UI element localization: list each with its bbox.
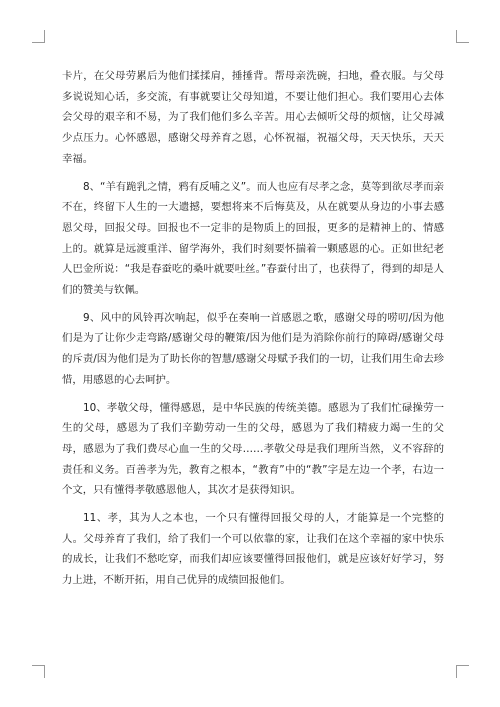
document-body	[62, 66, 444, 598]
paragraph-9: 9、风中的风铃再次响起，似乎在奏响一首感恩之歌，感谢父母的唠叨/因为他们是为了让你少走弯路/感谢父母的鞭策/因为他们是为消除你前行的障碍/感谢父母的斥责/因为他们是为了助长你的智慧/感谢父母赋予我们的一切，让我们用生命去珍惜，用感恩的心去呵护。	[62, 311, 444, 386]
crop-mark-top-left	[32, 30, 45, 43]
crop-mark-bottom-left	[32, 665, 45, 678]
crop-mark-top-right	[456, 30, 469, 43]
crop-mark-bottom-right	[456, 665, 469, 678]
paragraph-8: 8、“羊有跪乳之情，鸦有反哺之义”。而人也应有尽孝之念，莫等到欲尽孝而亲不在，终留下人生的一大遗撼，要想将来不后悔莫及，从在就要从身边的小事去感恩父母，回报父母。回报也不一定非的是物质上的回报，更多的是精神上的、情感上的。就算是远渡重洋、留学海外，我们时刻要怀揣着一颗感恩的心。正如世纪老人巴金所说：“我是春蚕吃的桑叶就要吐丝。”春蚕付出了，也获得了，得到的却是人们的赞美与钦佩。	[62, 180, 444, 297]
paragraph-10: 10、孝敬父母，懂得感恩，是中华民族的传统美德。感恩为了我们忙碌操劳一生的父母，感恩为了我们辛勤劳动一生的父母，感恩为了我们精疲力竭一生的父母，感恩为了我们费尽心血一生的父母……孝敬父母是我们理所当然，义不容辞的责任和义务。百善孝为先，教育之根本，“教育”中的“教”字是左边一个孝，右边一个文，只有懂得孝敬感恩他人，其次才是获得知识。	[62, 401, 444, 497]
paragraph-continuation: 卡片，在父母劳累后为他们揉揉肩，捶捶背。帮母亲洗碗，扫地，叠衣服。与父母多说说知心话，多交流，有事就要让父母知道，不要让他们担心。我们要用心去体会父母的艰辛和不易，为了我们他们多么辛苦。用心去倾听父母的烦恼，让父母减少点压力。心怀感恩，感谢父母养育之恩，心怀祝福，祝福父母，天天快乐，天天幸福。	[62, 70, 444, 165]
paragraph-11: 11、孝，其为人之本也，一个只有懂得回报父母的人，才能算是一个完整的人。父母养育了我们，给了我们一个可以依靠的家，让我们在这个幸福的家中快乐的成长，让我们不愁吃穿，而我们却应该要懂得回报他们，就是应该好好学习，努力上进，不断开拓，用自己优异的成绩回报他们。	[62, 512, 444, 587]
